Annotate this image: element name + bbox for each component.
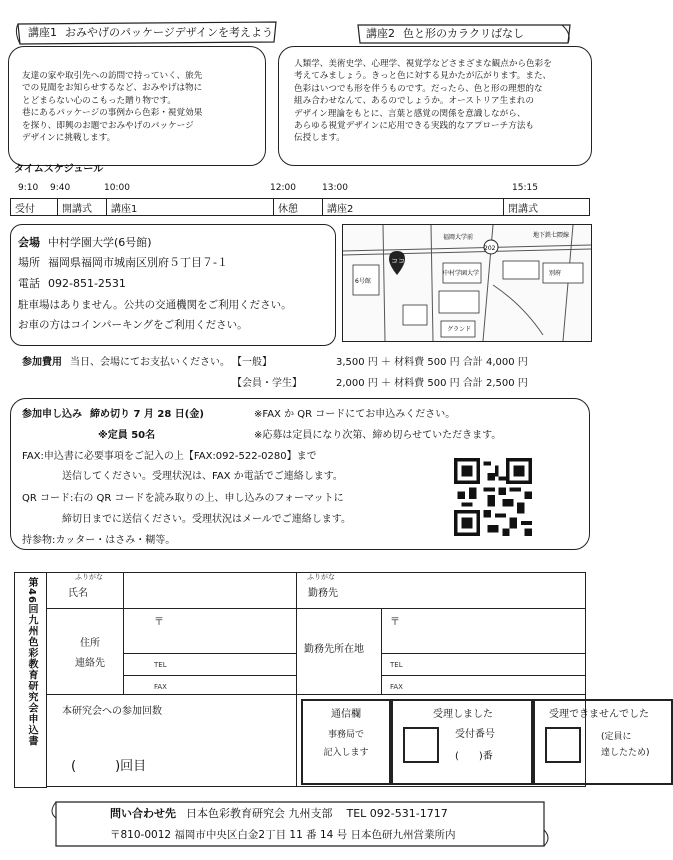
- form-work-address-label: 勤務先所在地: [304, 644, 364, 655]
- contact-banner: [50, 798, 550, 850]
- apply-first-come: ※応募は定員になり次第、締め切らせていただきます。: [254, 430, 502, 441]
- venue-place-label: 場所: [18, 256, 40, 269]
- map-label-subway: 地下鉄七隈線: [533, 232, 570, 239]
- schedule-time-5: 15:15: [512, 183, 538, 193]
- map-label-beppu: 別府: [549, 270, 562, 277]
- map-label-univ-station: 福岡大学前: [443, 234, 474, 241]
- lecture1-prefix: 講座1: [28, 26, 57, 39]
- lecture2-banner: [356, 22, 572, 46]
- apply-qr-line2: 締切日までに送信ください。受理状況はメールでご連絡します。: [62, 514, 351, 525]
- schedule-cell-closing: 閉講式: [504, 199, 590, 216]
- map-label-ground: グランド: [447, 326, 472, 333]
- schedule-time-4: 13:00: [322, 183, 348, 193]
- form-not-accepted-note: (定員に 達したため): [601, 732, 650, 758]
- form-furigana-work: ふりがな: [307, 573, 335, 581]
- contact-tel: TEL 092-531-1717: [346, 807, 448, 820]
- schedule-cell-reception: 受付: [11, 199, 58, 216]
- fee-label: 参加費用: [22, 357, 62, 368]
- form-attendance-field[interactable]: ( )回目: [71, 759, 147, 774]
- apply-qr-line1: QR コード:右の QR コードを読み取りの上、申し込みのフォーマットに: [22, 493, 344, 504]
- form-accepted-checkbox[interactable]: [403, 727, 439, 763]
- contact-address: 〒810-0012 福岡市中央区白金2丁目 11 番 14 号 日本色研九州営業所内: [110, 829, 456, 841]
- fee-payment: 当日、会場にてお支払いください。: [70, 357, 230, 368]
- application-form: [46, 572, 650, 787]
- schedule-cell-lecture2: 講座2: [323, 199, 504, 216]
- schedule-table: [10, 198, 590, 216]
- schedule-heading: タイムスケジュール: [14, 164, 104, 175]
- apply-bring: 持参物:カッター・はさみ・糊等。: [22, 535, 176, 546]
- schedule-time-3: 12:00: [270, 183, 296, 193]
- form-name-label: 氏名: [68, 588, 88, 599]
- schedule-time-1: 9:40: [50, 183, 71, 193]
- venue-label: 会場: [18, 236, 40, 249]
- form-side-title: 第46回九州色彩教育研究会申込書: [14, 572, 47, 788]
- apply-capacity: ※定員 50名: [98, 430, 156, 441]
- lecture2-prefix: 講座2: [366, 27, 395, 40]
- schedule-time-2: 10:00: [104, 183, 130, 193]
- apply-fax-qr-note: ※FAX か QR コードにてお申込みください。: [254, 409, 456, 420]
- fee-member-label: 【会員・学生】: [232, 378, 302, 389]
- contact-org: 日本色彩教育研究会 九州支部: [186, 807, 333, 820]
- map-label-koko: ココ: [391, 257, 405, 265]
- lecture2-body: 人類学、美術史学、心理学、視覚学などさまざまな観点から色彩を 考えてみましょう。きっと色に対する見かたが広がります。また、 色彩はいつでも形を伴うものです。だったら、色と形の理想的な 組み合わせなんて、あるのでしょうか。オーストリア生まれの デザイン理論をもとに、言葉と感覚の関係を意識しながら、 あらゆる視覚デザインに応用できる実践的なアプローチ方法も 伝授します。: [294, 59, 552, 144]
- venue-note2: お車の方はコインパーキングをご利用ください。: [18, 319, 248, 331]
- form-accepted: 受理しました: [433, 709, 493, 720]
- form-not-accepted-checkbox[interactable]: [545, 727, 581, 763]
- qr-code-icon[interactable]: [454, 458, 532, 536]
- form-attendance-label: 本研究会への参加回数: [62, 706, 162, 717]
- venue-phone-label: 電話: [18, 277, 40, 290]
- fee-member-price: 2,000 円 ＋ 材料費 500 円 合計 2,500 円: [336, 378, 528, 389]
- apply-label: 参加申し込み: [22, 409, 82, 420]
- fee-general-price: 3,500 円 ＋ 材料費 500 円 合計 4,000 円: [336, 357, 528, 368]
- lecture2-title: 色と形のカラクリばなし: [403, 27, 524, 40]
- apply-fax-line1: FAX:申込書に必要事項をご記入の上【FAX:092-522-0280】まで: [22, 451, 317, 462]
- lecture1-banner: [14, 20, 280, 46]
- apply-fax-line2: 送信してください。受理状況は、FAX か電話でご連絡します。: [62, 471, 343, 482]
- form-contact-note: 事務局で 記入します: [323, 730, 369, 758]
- form-receipt-paren: ( )番: [455, 751, 493, 762]
- form-address-field[interactable]: 〒 TEL FAX: [124, 609, 297, 695]
- lecture1-title: おみやげのパッケージデザインを考えよう: [65, 26, 274, 39]
- map-label-route: 202: [484, 245, 496, 252]
- venue-name: 中村学園大学(6号館): [48, 236, 152, 249]
- venue-phone: 092-851-2531: [48, 277, 126, 290]
- fee-general-label: 【一般】: [232, 357, 272, 368]
- form-work-label: 勤務先: [308, 588, 338, 599]
- form-receipt-no: 受付番号: [455, 729, 495, 740]
- apply-deadline: 締め切り 7 月 28 日(金): [90, 409, 204, 420]
- form-work-address-field[interactable]: 〒 TEL FAX: [382, 609, 586, 695]
- map-label-bldg6: 6号館: [355, 278, 371, 285]
- schedule-cell-break: 休憩: [274, 199, 323, 216]
- venue-map: [342, 224, 592, 342]
- lecture1-body: 友達の家や取引先への訪問で持っていく、旅先 での見聞をお知らせするなど、おみやげは物に とどまらない心のこもった贈り物です。 巷にあるパッケージの事例から色彩・視覚効果 を探り、即興のお題でおみやげのパッケージ デザインに挑戦します。: [22, 71, 203, 144]
- venue-address: 福岡県福岡市城南区別府５丁目７-１: [48, 256, 228, 269]
- form-name-field[interactable]: [124, 573, 297, 609]
- form-contact-col: 通信欄: [331, 709, 361, 720]
- form-furigana-name: ふりがな: [75, 573, 103, 581]
- form-address-label: 住所 連絡先: [75, 638, 105, 669]
- venue-note1: 駐車場はありません。公共の交通機関をご利用ください。: [18, 299, 292, 311]
- schedule-cell-lecture1: 講座1: [107, 199, 274, 216]
- schedule-cell-opening: 開講式: [58, 199, 107, 216]
- contact-label: 問い合わせ先: [110, 807, 176, 820]
- map-label-nakamura: 中村学園大学: [443, 270, 480, 277]
- form-not-accepted: 受理できませんでした: [549, 709, 649, 720]
- schedule-time-0: 9:10: [18, 183, 39, 193]
